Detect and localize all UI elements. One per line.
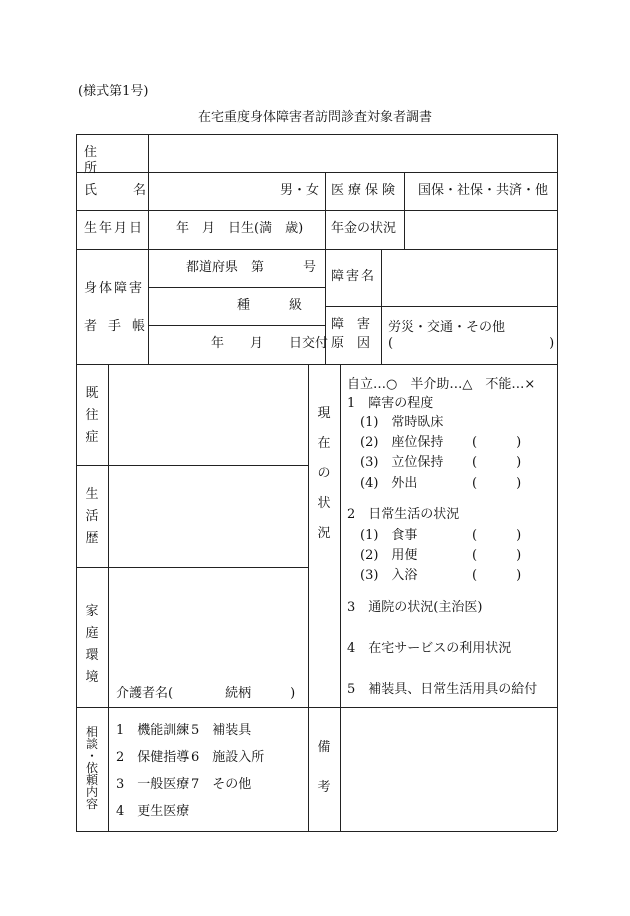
s2-paren: ( ): [472, 568, 522, 583]
s1-item: (2) 座位保持: [360, 435, 444, 450]
s1-paren: ( ): [472, 455, 522, 470]
insurance-options: 国保・社保・共済・他: [418, 183, 549, 198]
consult-item: 3 一般医療: [116, 777, 190, 792]
form-number: (様式第1号): [78, 84, 149, 99]
birth-label: 生年月日: [84, 221, 145, 236]
s2-item: (1) 食事: [360, 528, 418, 543]
section-5-title: 5 補装具、日常生活用具の給付: [347, 682, 538, 697]
cause-options: 労災・交通・その他: [388, 320, 506, 335]
gender-choice: 男・女: [280, 183, 320, 198]
remarks-label: 備 考: [317, 740, 331, 795]
s1-paren: ( ): [472, 476, 522, 491]
consult-item: 1 機能訓練: [116, 723, 190, 738]
address-label: [84, 145, 140, 177]
consult-item: 6 施設入所: [191, 750, 265, 765]
section-4-title: 4 在宅サービスの利用状況: [347, 641, 512, 656]
life-history-label: 生 活 歴: [85, 487, 99, 546]
s1-paren: ( ): [472, 435, 522, 450]
disability-cause-label-2: 原 因: [331, 336, 371, 351]
insurance-label: 医療保険: [331, 183, 400, 198]
s2-item: (2) 用便: [360, 548, 418, 563]
page-title: 在宅重度身体障害者訪問診査対象者調書: [197, 110, 432, 125]
s1-item: (4) 外出: [360, 476, 418, 491]
s1-item: (1) 常時臥床: [360, 415, 444, 430]
section-3-title: 3 通院の状況(主治医): [347, 600, 483, 615]
birth-value: 年 月 日生(満 歳): [176, 221, 304, 236]
handbook-label-1: 身体障害: [84, 281, 145, 296]
past-illness-label: 既 往 症: [85, 386, 99, 445]
handbook-issued: 年 月 日交付: [211, 336, 329, 351]
consult-item: 5 補装具: [191, 723, 252, 738]
s2-item: (3) 入浴: [360, 568, 418, 583]
cause-paren: ( ): [388, 336, 555, 351]
address-label-text: 住所: [84, 145, 124, 176]
pension-label: 年金の状況: [331, 221, 397, 236]
family-environment-label: 家 庭 環 境: [85, 604, 99, 685]
consult-item: 2 保健指導: [116, 750, 190, 765]
handbook-prefecture: 都道府県 第 号: [186, 260, 317, 275]
consult-request-label: 相 談 ・ 依 頼 内 容: [85, 725, 98, 811]
s1-item: (3) 立位保持: [360, 455, 444, 470]
disability-cause-label-1: 障 害: [331, 317, 371, 332]
handbook-class: 種 級: [237, 298, 303, 313]
consult-item: 4 更生医療: [116, 804, 190, 819]
handbook-label-2: 者手帳: [84, 319, 157, 334]
name-label: 氏名: [84, 183, 183, 198]
current-status-label: 現 在 の 状 況: [317, 406, 331, 541]
disability-name-label: 障害名: [331, 269, 377, 284]
consult-item: 7 その他: [191, 777, 252, 792]
status-legend: 自立…○ 半介助…△ 不能…×: [347, 377, 536, 392]
caregiver-name: 介護者名( 続柄 ): [116, 686, 296, 701]
s2-paren: ( ): [472, 548, 522, 563]
section-2-title: 2 日常生活の状況: [347, 507, 460, 522]
section-1-title: 1 障害の程度: [347, 396, 434, 411]
s2-paren: ( ): [472, 528, 522, 543]
